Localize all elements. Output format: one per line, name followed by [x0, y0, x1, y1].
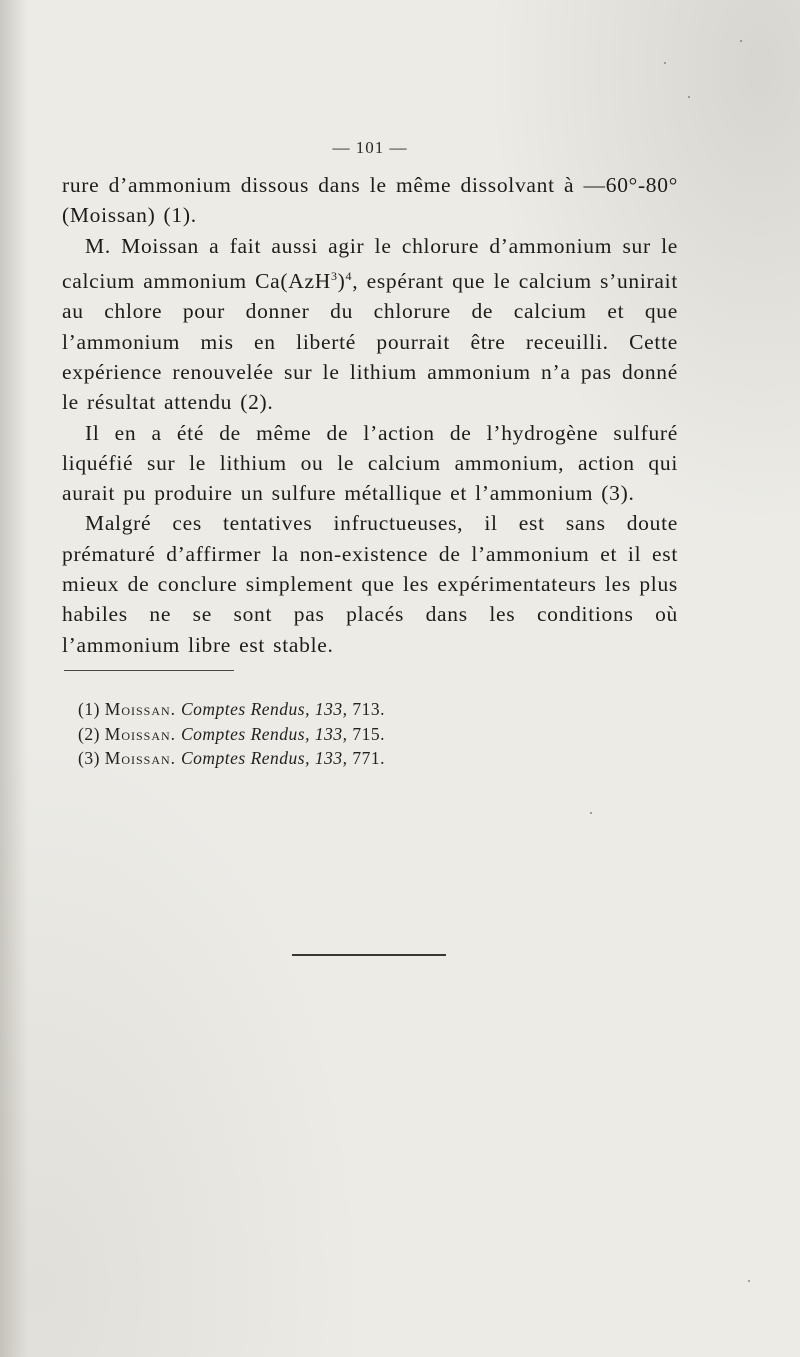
- paper-speck: [688, 96, 690, 98]
- footnote-author: Moissan.: [104, 723, 177, 744]
- superscript-4: 4: [345, 268, 353, 283]
- paragraph-2: [62, 231, 678, 418]
- footnote-2: [78, 722, 638, 747]
- footnote-volume: 133,: [314, 699, 348, 719]
- footnote-marker: (2): [78, 723, 100, 744]
- footnote-separator: [64, 670, 234, 671]
- paper-speck: [590, 812, 592, 814]
- footnote-volume: 133,: [314, 723, 348, 744]
- footnote-page: 771.: [352, 748, 385, 768]
- paragraph-2-part-b: ): [337, 269, 346, 294]
- footnote-author: Moissan.: [104, 699, 177, 719]
- paragraph-2-part-a: M. Moissan a fait aussi agir le chlorure d’ammonium sur le calcium ammonium Ca(AzH: [62, 233, 678, 294]
- footnote-author: Moissan.: [104, 748, 177, 768]
- footnote-page: 713.: [352, 699, 385, 719]
- footnote-3: [78, 746, 638, 771]
- footnote-volume: 133,: [314, 748, 348, 768]
- footnote-journal: Comptes Rendus,: [180, 723, 310, 744]
- footnote-marker: (3): [78, 748, 100, 768]
- footnote-marker: (1): [78, 699, 100, 719]
- footnote-journal: Comptes Rendus,: [180, 748, 310, 768]
- paragraph-2-part-c: , espérant que le calcium s’unirait au chlore pour donner du chlorure de calcium et que l’ammonium mis en liberté pourrait être receuilli. Cette expérience renouvelée sur le lithium ammonium n’a pas donné le résultat attendu (2).: [62, 269, 678, 415]
- footnote-journal: Comptes Rendus,: [180, 699, 310, 719]
- footnote-1: [78, 697, 638, 722]
- paper-speck: [664, 62, 666, 64]
- paragraph-1: rure d’ammonium dissous dans le même dissolvant à —60°-80° (Moissan) (1).: [62, 173, 678, 228]
- page-number: — 101 —: [332, 138, 408, 157]
- paragraph-3: Il en a été de même de l’action de l’hydrogène sulfuré liquéfié sur le lithium ou le calcium ammonium, action qui aurait pu produire un sulfure métallique et l’ammonium (3).: [62, 420, 678, 506]
- footnotes: [78, 697, 638, 771]
- paper-speck: [740, 40, 742, 42]
- superscript-3: 3: [330, 268, 338, 283]
- paragraph-4: Malgré ces tentatives infructueuses, il est sans doute prématuré d’affirmer la non-existence de l’ammonium et il est mieux de conclure simplement que les expérimentateurs les plus habiles ne se sont pas placés dans les conditions où l’ammonium libre est stable.: [62, 511, 678, 657]
- paper-speck: [748, 1280, 750, 1282]
- footnote-page: 715.: [352, 723, 385, 744]
- page-edge-shadow: [0, 0, 28, 1357]
- body-text: [62, 170, 678, 660]
- end-rule: [292, 954, 446, 956]
